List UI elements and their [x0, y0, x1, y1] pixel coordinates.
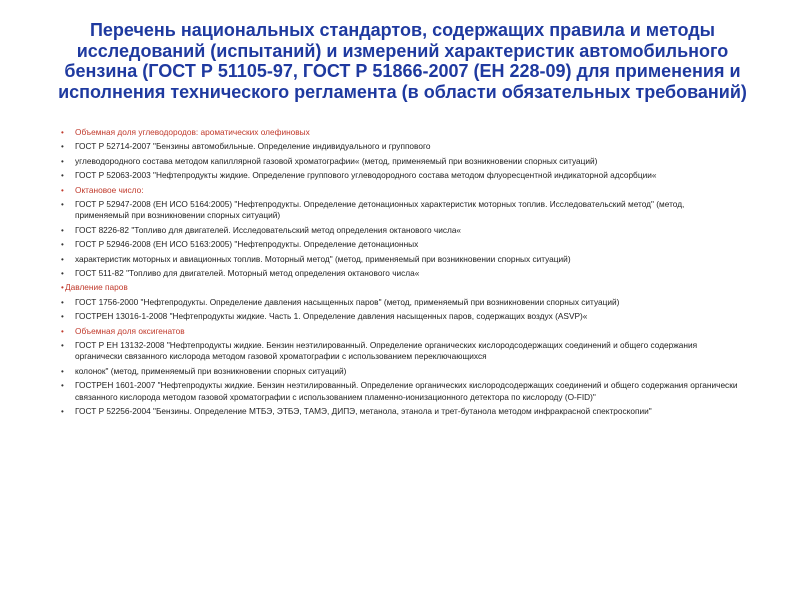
list-item [60, 406, 740, 418]
list-item-text: углеводородного состава методом капиллярной газовой хроматографии« (метод, применяемый при возникновении спорных ситуаций) [75, 155, 598, 166]
bullet-icon: • [61, 185, 64, 195]
list-item [60, 141, 740, 153]
bullet-icon: • [61, 381, 64, 391]
list-item-text: характеристик моторных и авиационных топлив. Моторный метод" (метод, применяемый при возникновении спорных ситуаций) [75, 253, 571, 264]
list-item [60, 268, 740, 280]
bullet-icon: • [61, 156, 64, 166]
list-item [60, 170, 740, 182]
list-item-text: Объемная доля оксигенатов [75, 325, 185, 336]
list-item-text: ГОСТРЕН 13016-1-2008 "Нефтепродукты жидкие. Часть 1. Определение давления насыщенных паров, содержащих воздух (ASVP)« [75, 311, 588, 322]
list-item-text: Октановое число: [75, 184, 144, 195]
bullet-icon: • [61, 312, 64, 322]
list-item-text: ГОСТ 511-82 "Топливо для двигателей. Моторный метод определения октанового числа« [75, 268, 420, 279]
standards-list [60, 127, 740, 421]
list-item-text: ГОСТ Р ЕН 13132-2008 "Нефтепродукты жидкие. Бензин неэтилированный. Определение органических кислородсодержащих соединений и общего содержания органически связанного кислорода методом газовой хроматографии с использованием переключающихся [75, 339, 698, 362]
list-item [60, 340, 740, 363]
list-item-text: Объемная доля углеводородов: ароматических олефиновых [75, 127, 310, 137]
list-item [60, 225, 740, 237]
bullet-icon: • [61, 199, 64, 209]
bullet-icon: • [61, 171, 64, 181]
bullet-icon: • [61, 283, 64, 293]
section-heading [60, 326, 740, 338]
list-item [60, 297, 740, 309]
bullet-icon: • [61, 240, 64, 250]
section-heading [60, 185, 740, 197]
list-item-text: ГОСТ Р 52714-2007 "Бензины автомобильные. Определение индивидуального и группового [75, 141, 431, 152]
bullet-icon: • [61, 142, 64, 152]
bullet-icon: • [61, 297, 64, 307]
bullet-icon: • [61, 269, 64, 279]
list-item-text: колонок" (метод, применяемый при возникновении спорных ситуаций) [75, 365, 347, 376]
list-item-text: ГОСТ Р 52256-2004 "Бензины. Определение МТБЭ, ЭТБЭ, ТАМЭ, ДИПЭ, метанола, этанола и трет-бутанола методом инфракрасной спектроскопии" [75, 406, 652, 417]
list-item-text: ГОСТ 8226-82 "Топливо для двигателей. Исследовательский метод определения октанового числа« [75, 224, 462, 235]
bullet-icon: • [61, 407, 64, 417]
list-item-text: ГОСТ Р 52063-2003 "Нефтепродукты жидкие. Определение группового углеводородного состава методом флуоресцентной индикаторной адсорбции« [75, 170, 657, 181]
list-item-text: ГОСТ 1756-2000 "Нефтепродукты. Определение давления насыщенных паров" (метод, применяемый при возникновении спорных ситуаций) [75, 296, 620, 307]
list-item [60, 156, 740, 168]
list-item [60, 254, 740, 266]
bullet-icon: • [61, 366, 64, 376]
section-heading [60, 127, 740, 139]
bullet-icon: • [61, 326, 64, 336]
bullet-icon: • [61, 340, 64, 350]
list-item-text: ГОСТРЕН 1601-2007 "Нефтепродукты жидкие. Бензин неэтилированный. Определение органических кислородсодержащих соединений и общего содержания органически связанного кислорода методом газовой хроматографии с использованием пламенно-ионизационного детектора по кислороду (O-FID)" [75, 380, 738, 402]
slide-title: Перечень национальных стандартов, содержащих правила и методы исследований (испытаний) и измерений характеристик автомобильного бензина (ГОСТ Р 51105-97, ГОСТ Р 51866-2007 (ЕН 228-09) для применения и исполнения технического регламента (в области обязательных требований) [58, 20, 747, 102]
list-item-text: ГОСТ Р 52946-2008 (ЕН ИСО 5163:2005) "Нефтепродукты. Определение детонационных [75, 239, 419, 250]
list-item-text: ГОСТ Р 52947-2008 (ЕН ИСО 5164:2005) "Нефтепродукты. Определение детонационных характеристик моторных топлив. Исследовательский метод" (метод, применяемый при возникновении спорных ситуаций) [75, 198, 685, 221]
section-heading [60, 282, 740, 294]
list-item [60, 366, 740, 378]
list-item [60, 311, 740, 323]
list-item [60, 199, 740, 222]
bullet-icon: • [61, 225, 64, 235]
list-item [60, 239, 740, 251]
bullet-icon: • [61, 128, 64, 137]
bullet-icon: • [61, 254, 64, 264]
list-item-text: Давление паров [65, 282, 128, 293]
list-item [60, 380, 740, 403]
